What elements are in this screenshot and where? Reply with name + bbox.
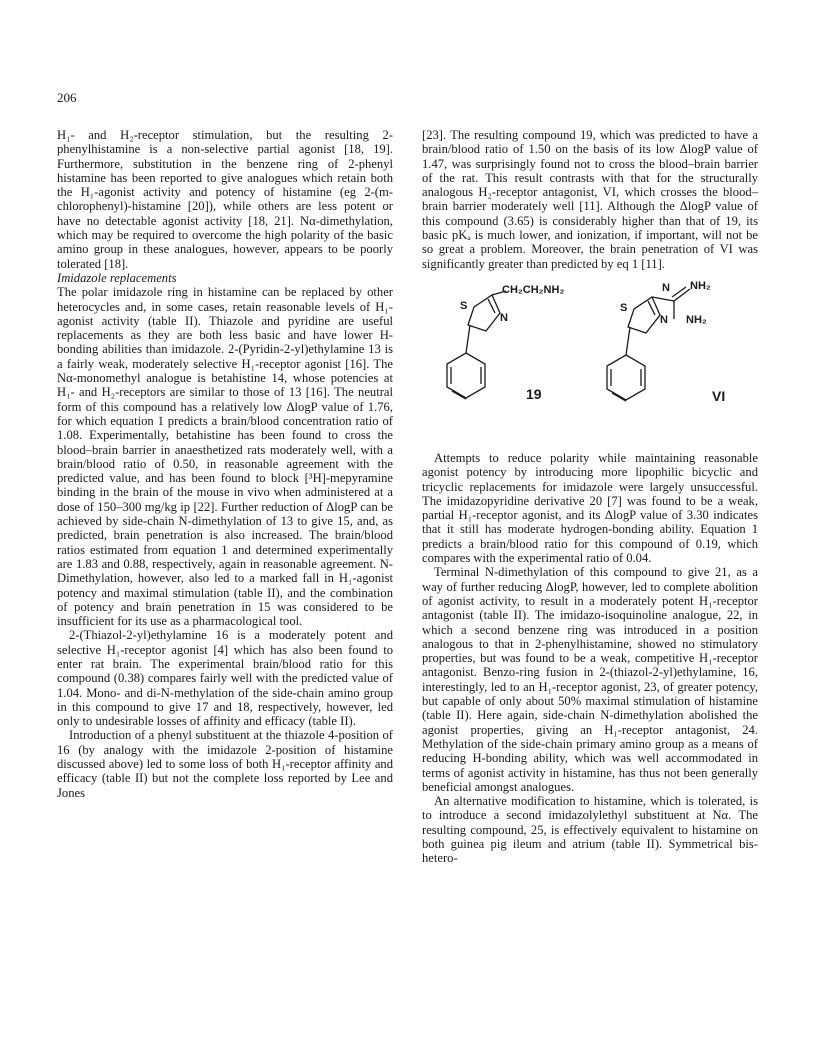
- thiazole-ring-19: [468, 295, 500, 331]
- right-column: [422, 128, 758, 866]
- page-number: 206: [57, 90, 77, 105]
- paragraph: 2-(Thiazol-2-yl)ethylamine 16 is a moderately potent and selective H₁-receptor agonist [4] which has also been found to enter rat brain. The experimental brain/blood ratio for this compound (0.38) compares fairly well with the predicted value of 1.04. Mono- and di-N-methylation of the side-chain amino group in this compound to give 17 and 18, respectively, however, led only to undesirable losses of affinity and efficacy (table II).: [57, 628, 393, 729]
- chemical-structures-figure: [422, 279, 758, 437]
- nitrogen-atom-label: N: [660, 313, 668, 326]
- left-column: [57, 128, 393, 800]
- nitrogen-atom-label: N: [500, 311, 508, 324]
- side-chain-label: CH₂CH₂NH₂: [502, 283, 565, 296]
- paragraph: An alternative modification to histamine, which is tolerated, is to introduce a second imidazolylethyl substituent at Nα. The resulting compound, 25, is effectively equivalent to histamine on both guinea pig ileum and atrium (table II). Symmetrical bis-hetero-: [422, 794, 758, 866]
- paragraph: Terminal N-dimethylation of this compound to give 21, as a way of further reducing ΔlogP, however, led to complete abolition of agonist activity, to result in a moderately potent H₁-receptor antagonist (table II). The imidazo-isoquinoline analogue, 22, in which a second benzene ring was introduced in a position analogous to that in 2-phenylhistamine, showed no stimulatory properties, but was found to be a weak, competitive H₁-receptor antagonist. Benzo-ring fusion in 2-(thiazol-2-yl)ethylamine, 16, interestingly, led to an H₁-receptor agonist, 23, of greater potency, but capable of only about 50% maximal stimulation of histamine (table II). Here again, side-chain N-dimethylation abolished the agonist properties, giving an H₁-receptor antagonist, 24. Methylation of the side-chain primary amino group as a means of reducing H-bonding ability, which was well accommodated in terms of agonist activity in histamine, has thus not been generally beneficial amongst analogues.: [422, 565, 758, 794]
- amino-group-label: NH₂: [690, 279, 711, 292]
- amino-group-label: NH₂: [686, 313, 707, 326]
- section-heading: Imidazole replacements: [57, 270, 177, 285]
- thiazole-ring-vi: [628, 297, 660, 333]
- compound-label-vi: VI: [712, 387, 726, 404]
- paragraph: The polar imidazole ring in histamine can be replaced by other heterocycles and, in some cases, retain reasonable levels of H₁-agonist activity (table II). Thiazole and pyridine are useful replacements as they are both less basic and have lower H-bonding abilities than imidazole. 2-(Pyridin-2-yl)ethylamine 13 is a fairly weak, moderately selective H₁-receptor agonist [16]. The Nα-monomethyl analogue is betahistine 14, whose potencies at H₁- and H₂-receptors are similar to those of 13 [16]. The neutral form of this compound has a relatively low ΔlogP value of 1.76, for which equation 1 predicts a brain/blood concentration ratio of 1.08. Experimentally, betahistine has been found to cross the blood–brain barrier in anaesthetized rats moderately well, with a brain/blood ratio of 0.50, in reasonable agreement with the predicted value, and has been found to block [³H]-mepyramine binding in the brain of the mouse in vivo when administered at a dose of 150–300 mg/kg ip [22]. Further reduction of ΔlogP can be achieved by side-chain N-dimethylation of 13 to give 15, and, as predicted, brain penetration is also increased. The brain/blood ratios estimated from equation 1 and determined experimentally are 1.83 and 0.88, respectively, again in reasonable agreement. N-Dimethylation, however, also led to a marked fall in H₁-agonist potency and maximal stimulation (table II), and the combination of potency and brain penetration in 15 was considered to be insufficient for its use as a pharmacological tool.: [57, 285, 393, 629]
- sulfur-atom-label: S: [620, 301, 628, 314]
- paragraph: [23]. The resulting compound 19, which was predicted to have a brain/blood ratio of 1.50 on the basis of its low ΔlogP value of 1.47, was surprisingly found not to cross the blood–brain barrier of the rat. This result contrasts with that for the structurally analogous H₂-receptor antagonist, VI, which crosses the blood–brain barrier moderately well [11]. Although the ΔlogP value of this compound (3.65) is considerably higher than that of 19, its basic pKₐ is much lower, and ionization, if important, will not be so great a problem. Moreover, the brain penetration of VI was significantly greater than predicted by eq 1 [11].: [422, 128, 758, 271]
- sulfur-atom-label: S: [460, 299, 468, 312]
- paragraph: H₁- and H₂-receptor stimulation, but the resulting 2-phenylhistamine is a non-selective partial agonist [18, 19]. Furthermore, substitution in the benzene ring of 2-phenyl histamine has been reported to give analogues which retain both the H₁-agonist activity and potency of histamine (eg 2-(m-chlorophenyl)-histamine [20]), while others are less potent or have no detectable agonist activity [18, 21]. Nα-dimethylation, which may be required to overcome the high polarity of the basic amino group in these analogues, however, appears to be poorly tolerated [18].: [57, 128, 393, 271]
- compound-label-19: 19: [526, 385, 542, 402]
- structure-drawings: [422, 279, 758, 437]
- nitrogen-atom-label: N: [662, 281, 670, 294]
- paragraph: Attempts to reduce polarity while maintaining reasonable agonist potency by introducing more lipophilic bicyclic and tricyclic replacements for imidazole were largely unsuccessful. The imidazopyridine derivative 20 [7] was found to be a weak, partial H₁-receptor agonist, and its ΔlogP value of 3.30 indicates that it still has moderate hydrogen-bonding ability. Equation 1 predicts a brain/blood ratio for this compound of 0.19, which compares with the experimental ratio of 0.04.: [422, 450, 758, 566]
- paragraph: Introduction of a phenyl substituent at the thiazole 4-position of 16 (by analogy with the imidazole 2-position of histamine discussed above) led to some loss of both H₁-receptor affinity and efficacy (table II) but not the complete loss reported by Lee and Jones: [57, 728, 393, 800]
